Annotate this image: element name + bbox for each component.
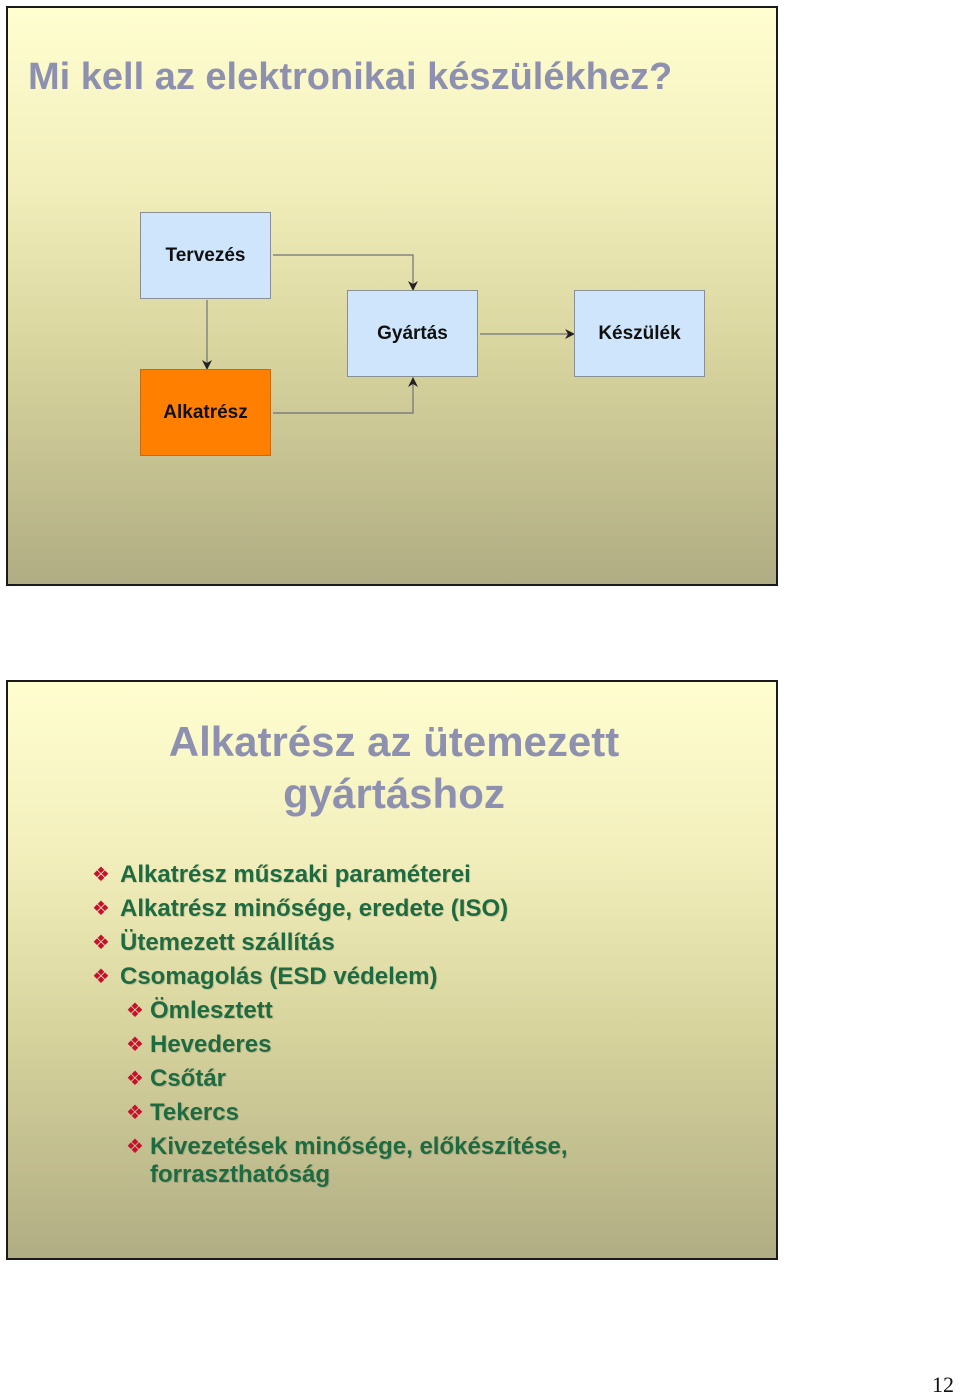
bullet-diamond-icon: ❖ <box>92 932 110 954</box>
keszulek-box: Készülék <box>574 290 705 377</box>
bullet-diamond-icon: ❖ <box>126 1034 144 1056</box>
slide-1-title: Mi kell az elektronikai készülékhez? <box>28 56 673 98</box>
slide-1 <box>6 6 778 586</box>
bullet-diamond-icon: ❖ <box>126 1136 144 1158</box>
bullet-diamond-icon: ❖ <box>126 1000 144 1022</box>
slide-2-title-line-1: Alkatrész az ütemezett <box>168 718 620 765</box>
connector-tervezes-gyartas <box>273 255 413 290</box>
sub-bullet-item: ❖ Ömlesztett <box>126 994 590 1028</box>
slide-2 <box>6 680 778 1260</box>
gyartas-box: Gyártás <box>347 290 478 377</box>
bullet-item: ❖ Alkatrész műszaki paraméterei <box>92 858 590 892</box>
slide-2-title-line-2: gyártáshoz <box>283 770 505 817</box>
bullet-item: ❖ Csomagolás (ESD védelem) <box>92 960 590 994</box>
bullet-diamond-icon: ❖ <box>92 966 110 988</box>
page-number: 12 <box>932 1372 954 1397</box>
bullet-diamond-icon: ❖ <box>126 1102 144 1124</box>
tervezes-box: Tervezés <box>140 212 271 299</box>
bullet-item: ❖ Ütemezett szállítás <box>92 926 590 960</box>
slide-2-title <box>8 716 780 820</box>
sub-bullet-item: ❖ Csőtár <box>126 1062 590 1096</box>
bullet-item: ❖ Alkatrész minősége, eredete (ISO) <box>92 892 590 926</box>
connector-alkatresz-gyartas <box>273 378 413 413</box>
bullet-diamond-icon: ❖ <box>126 1068 144 1090</box>
bullet-diamond-icon: ❖ <box>92 864 110 886</box>
alkatresz-box: Alkatrész <box>140 369 271 456</box>
sub-bullet-item: ❖ Kivezetések minősége, előkészítése, forraszthatóság <box>126 1130 590 1192</box>
sub-bullet-item: ❖ Hevederes <box>126 1028 590 1062</box>
bullet-diamond-icon: ❖ <box>92 898 110 920</box>
sub-bullet-item: ❖ Tekercs <box>126 1096 590 1130</box>
bullet-list <box>92 858 590 1192</box>
